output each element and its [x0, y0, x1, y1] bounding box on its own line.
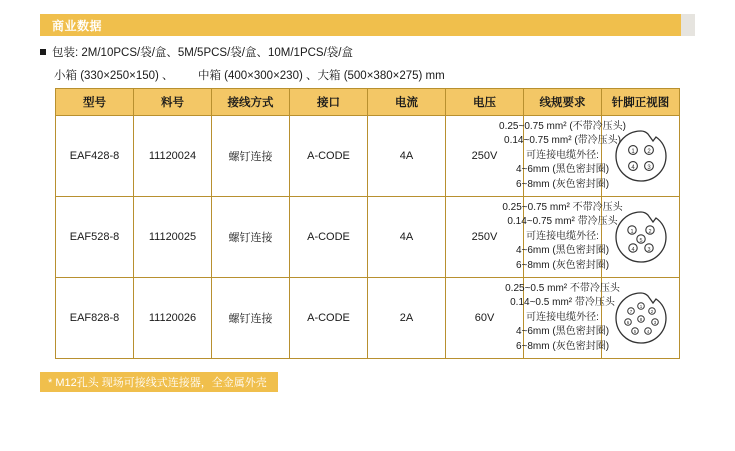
cell-interface: A-CODE: [290, 278, 368, 359]
svg-text:3: 3: [646, 247, 651, 253]
cell-wiring: 螺钉连接: [212, 278, 290, 359]
wire-req-line: 0.25~0.75 mm² (不带冷压头): [499, 120, 626, 132]
cell-pin-view: [602, 116, 680, 197]
wire-req-line: 4~6mm (黑色密封圈): [515, 326, 610, 338]
table-row: [56, 278, 680, 359]
wire-req-line: 4~6mm (黑色密封圈): [515, 245, 610, 257]
cell-pin-view: [602, 278, 680, 359]
footnote-banner: [40, 372, 278, 392]
column-header-partno: 料号: [134, 89, 212, 116]
table-row: [56, 197, 680, 278]
column-header-wiring: 接线方式: [212, 89, 290, 116]
column-header-model: 型号: [56, 89, 134, 116]
cell-current: 2A: [368, 278, 446, 359]
packaging-carton-rest: 中箱 (400×300×230) 、大箱 (500×380×275) mm: [197, 70, 445, 82]
wire-req-line: 0.25~0.5 mm² 不带冷压头: [505, 282, 620, 294]
pin-diagram-4pin: [603, 128, 678, 184]
4-pin-a-code-front-view-icon: [609, 128, 673, 184]
cell-wire-requirement: [505, 278, 620, 359]
packaging-line-2: [54, 67, 700, 83]
page-title: 商业数据: [52, 18, 103, 33]
svg-text:8: 8: [639, 317, 642, 322]
svg-text:2: 2: [650, 309, 653, 314]
header-tail-decoration: [681, 14, 695, 36]
cell-voltage: 250V: [446, 197, 524, 278]
column-header-pin-view: 针脚正视图: [602, 89, 680, 116]
svg-text:1: 1: [639, 304, 642, 309]
footnote-text: * M12孔头 现场可接线式连接器，全金属外壳: [48, 377, 267, 389]
cell-wire-requirement: [502, 197, 623, 278]
svg-text:1: 1: [630, 149, 635, 155]
cell-voltage: 60V: [446, 278, 524, 359]
svg-text:7: 7: [629, 309, 632, 314]
wire-req-line: 可连接电缆外径:: [526, 311, 599, 323]
wire-req-line: 0.14~0.5 mm² 带冷压头: [510, 297, 615, 309]
cell-partno: 11120025: [134, 197, 212, 278]
section-header-bar: [40, 14, 695, 36]
table-header-row: [56, 89, 680, 116]
svg-text:5: 5: [633, 329, 636, 334]
wire-req-line: 4~6mm (黑色密封圈): [515, 164, 610, 176]
column-header-interface: 接口: [290, 89, 368, 116]
pin-diagram-5pin: [603, 209, 678, 265]
cell-wiring: 螺钉连接: [212, 197, 290, 278]
cell-partno: 11120024: [134, 116, 212, 197]
cell-voltage: 250V: [446, 116, 524, 197]
cell-wiring: 螺钉连接: [212, 116, 290, 197]
packaging-info: [40, 44, 700, 83]
wire-req-line: 6~8mm (灰色密封圈): [515, 340, 610, 352]
column-header-voltage: 电压: [446, 89, 524, 116]
svg-text:4: 4: [630, 247, 635, 253]
packaging-line-1-text: 包装: 2M/10PCS/袋/盒、5M/5PCS/袋/盒、10M/1PCS/袋/盒: [52, 47, 353, 59]
wire-req-line: 0.25~0.75 mm² 不带冷压头: [502, 201, 623, 213]
wire-req-line: 可连接电缆外径:: [526, 149, 599, 161]
svg-text:5: 5: [638, 238, 643, 244]
wire-req-line: 可连接电缆外径:: [526, 230, 599, 242]
wire-req-line: 6~8mm (灰色密封圈): [515, 259, 610, 271]
svg-text:2: 2: [647, 229, 652, 235]
column-header-wire-requirement: 线规要求: [524, 89, 602, 116]
svg-text:3: 3: [653, 320, 656, 325]
wire-req-line: 0.14~0.75 mm² 带冷压头: [507, 216, 618, 228]
wire-req-line: 6~8mm (灰色密封圈): [515, 178, 610, 190]
square-bullet-icon: [40, 49, 46, 55]
svg-text:4: 4: [630, 165, 635, 171]
cell-current: 4A: [368, 116, 446, 197]
cell-model: EAF528-8: [56, 197, 134, 278]
packaging-carton-small: 小箱 (330×250×150) 、: [54, 70, 174, 82]
wire-req-line: 0.14~0.75 mm² (带冷压头): [504, 135, 621, 147]
pin-diagram-8pin: [603, 290, 678, 346]
column-header-current: 电流: [368, 89, 446, 116]
cell-pin-view: [602, 197, 680, 278]
cell-model: EAF828-8: [56, 278, 134, 359]
cell-model: EAF428-8: [56, 116, 134, 197]
svg-text:6: 6: [626, 320, 629, 325]
5-pin-a-code-front-view-icon: [609, 209, 673, 265]
svg-text:1: 1: [629, 229, 634, 235]
cell-partno: 11120026: [134, 278, 212, 359]
svg-text:4: 4: [646, 329, 649, 334]
table-row: [56, 116, 680, 197]
cell-current: 4A: [368, 197, 446, 278]
cell-interface: A-CODE: [290, 197, 368, 278]
packaging-line-1: [40, 44, 700, 60]
specification-table: [55, 88, 680, 359]
svg-text:3: 3: [646, 165, 651, 171]
cell-interface: A-CODE: [290, 116, 368, 197]
cell-wire-requirement: [499, 116, 626, 197]
svg-text:2: 2: [646, 149, 651, 155]
8-pin-a-code-front-view-icon: [609, 290, 673, 346]
